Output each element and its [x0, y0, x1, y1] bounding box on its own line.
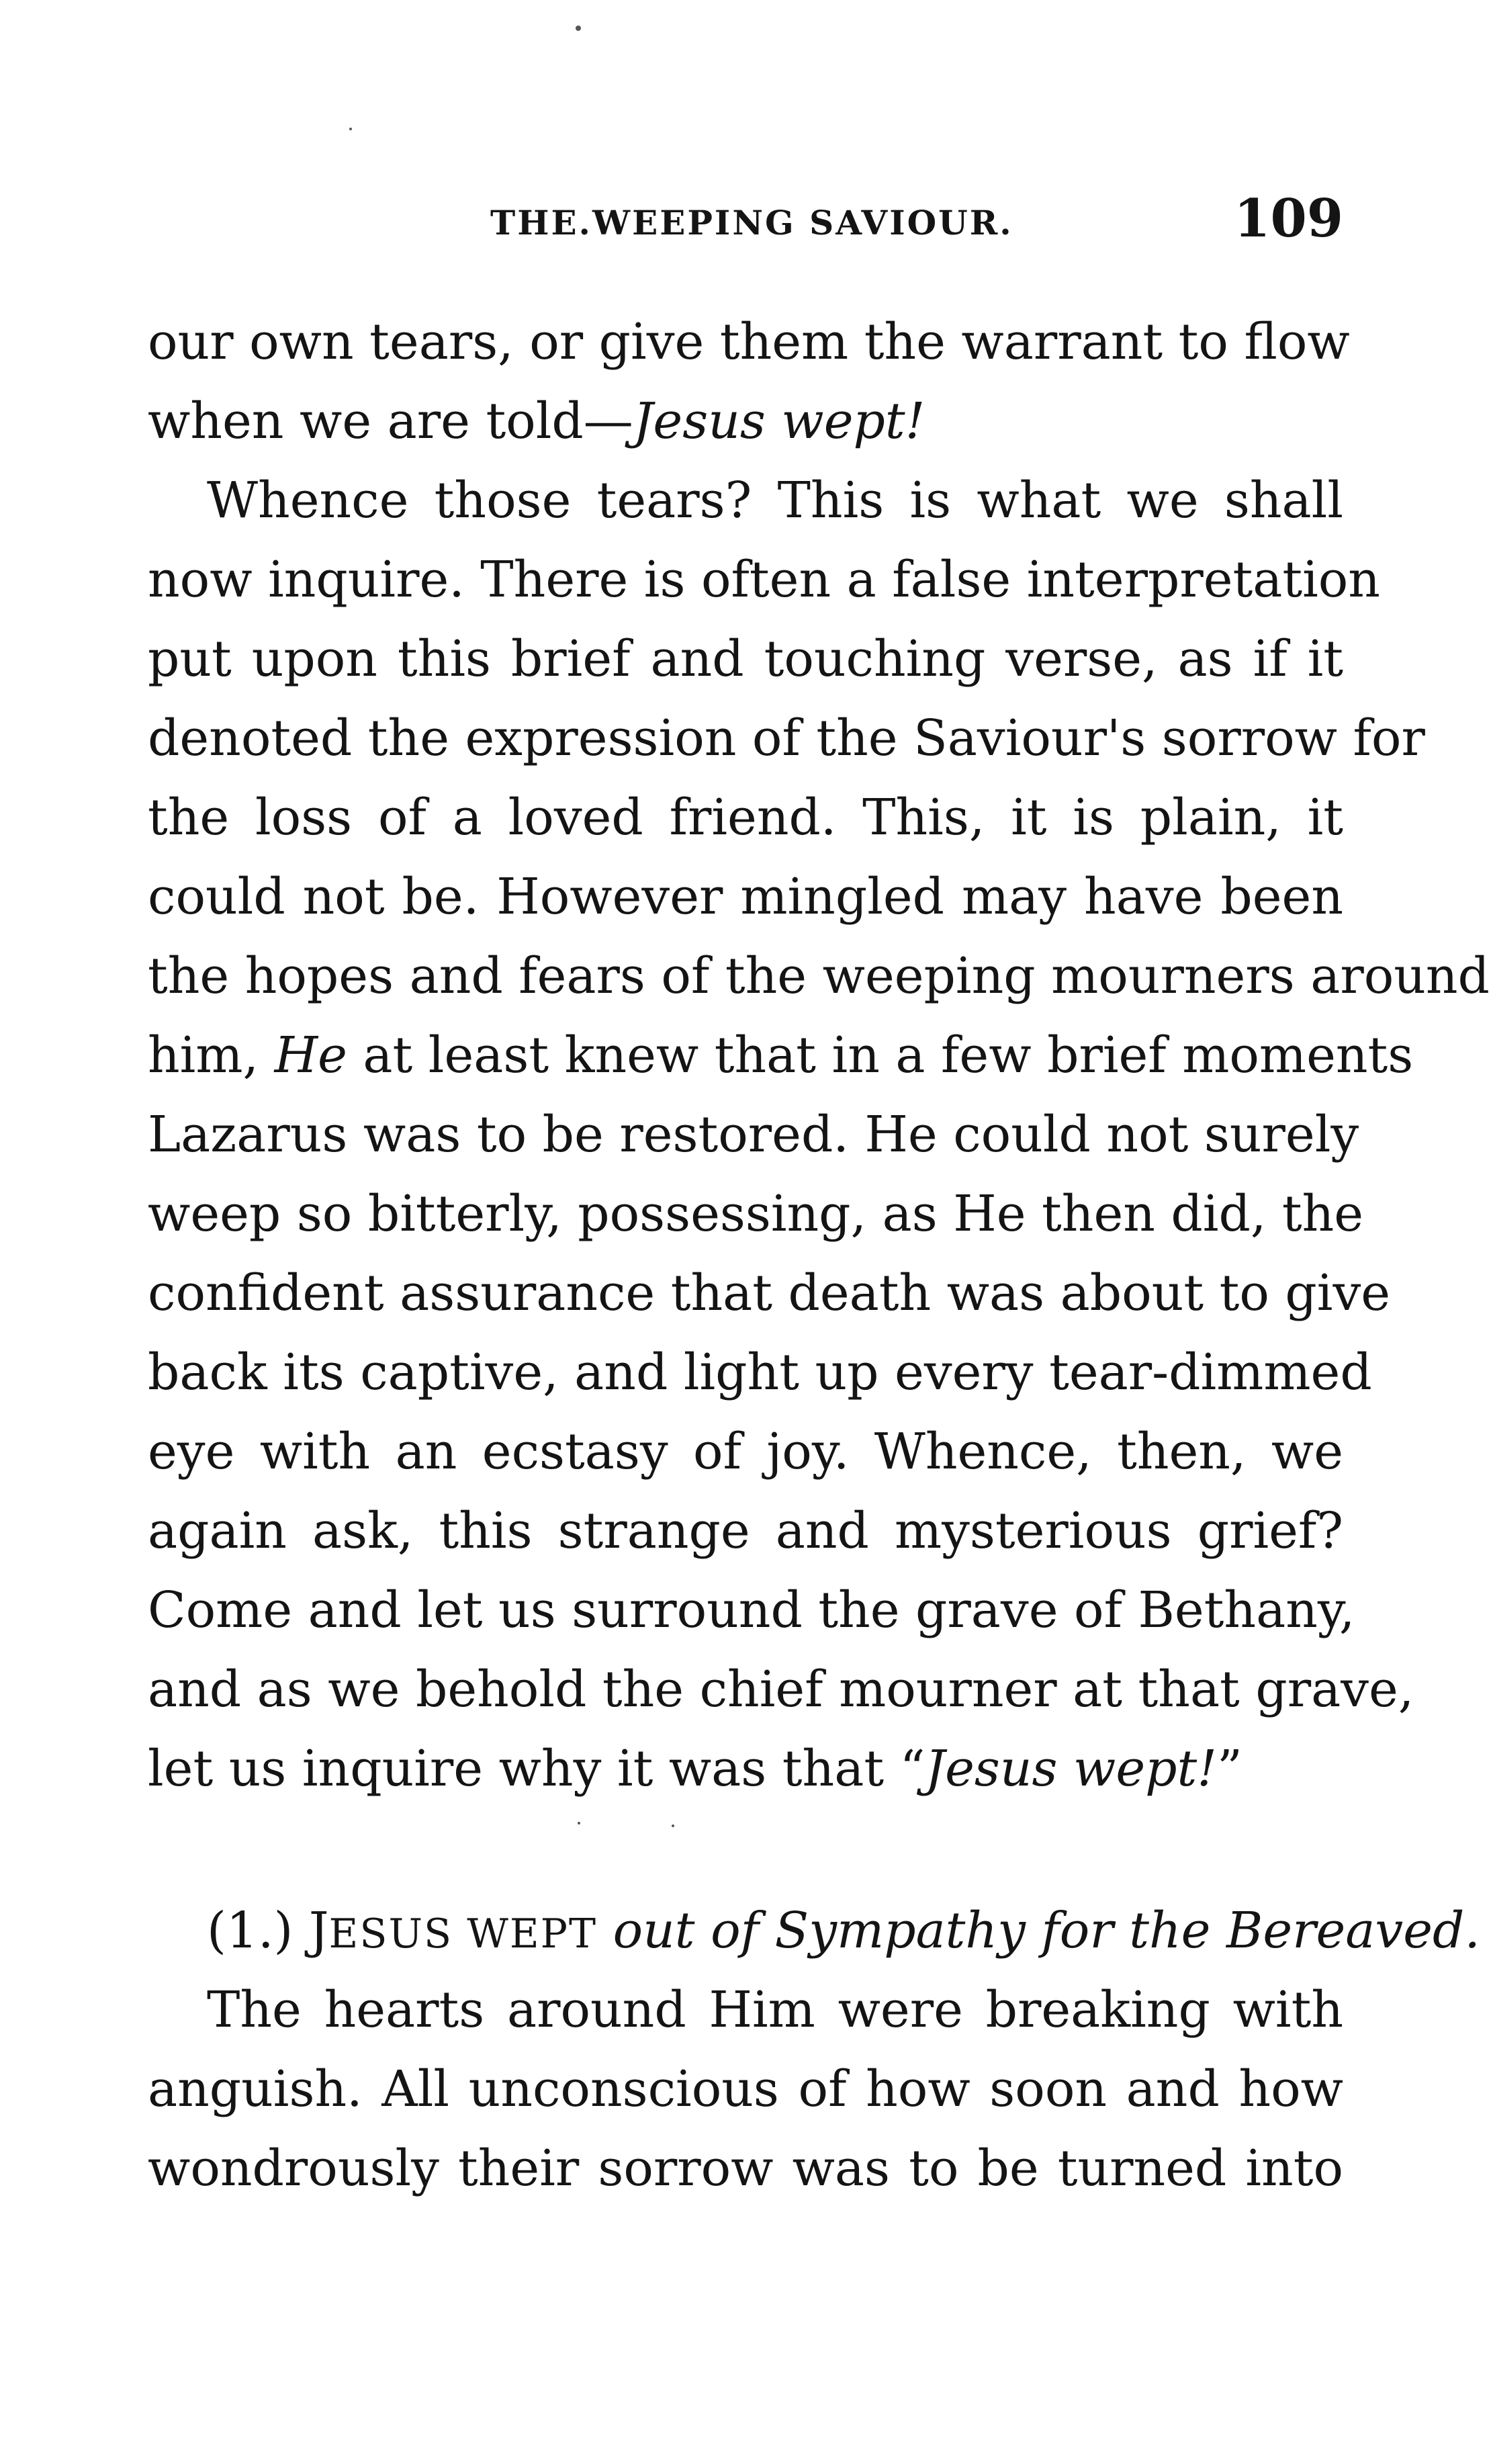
- print-speck: [672, 1824, 674, 1827]
- text-line: could not be. However mingled may have been: [148, 868, 1343, 926]
- text-line: when we are told—Jesus wept!: [148, 392, 925, 450]
- running-title: THE.WEEPING SAVIOUR.: [490, 203, 1013, 243]
- text-line: the loss of a loved friend. This, it is plain, it: [148, 789, 1343, 846]
- text-line: again ask, this strange and mysterious grief?: [148, 1502, 1343, 1560]
- italic-quote: Jesus wept!: [633, 392, 925, 450]
- text-line: weep so bitterly, possessing, as He then did, the: [148, 1185, 1364, 1243]
- print-speck: [578, 1822, 580, 1824]
- text-line: him, He at least knew that in a few brief moments: [148, 1026, 1414, 1084]
- text-line: anguish. All unconscious of how soon and how: [148, 2060, 1343, 2118]
- page-number: 109: [1234, 188, 1343, 249]
- body-text: [148, 302, 1490, 1808]
- print-speck: [576, 26, 581, 31]
- text-line: denoted the expression of the Saviour's sorrow for: [148, 709, 1425, 767]
- section-one: [148, 1891, 1480, 2208]
- section-number: (1.): [207, 1902, 293, 1960]
- text-line: our own tears, or give them the warrant to flow: [148, 313, 1350, 371]
- text-line: back its captive, and light up every tear-dimmed: [148, 1344, 1372, 1401]
- text-line: put upon this brief and touching verse, as if it: [148, 630, 1343, 688]
- italic-word: He: [274, 1026, 347, 1084]
- italic-quote: Jesus wept!: [925, 1740, 1217, 1798]
- text-line: now inquire. There is often a false interpretation: [148, 551, 1380, 609]
- text-line: Come and let us surround the grave of Bethany,: [148, 1581, 1355, 1639]
- paragraph-start-line: Whence those tears? This is what we shall: [207, 472, 1343, 529]
- text-line: let us inquire why it was that “Jesus wept!”: [148, 1740, 1242, 1798]
- paragraph-start-line: The hearts around Him were breaking with: [207, 1981, 1343, 2039]
- text-line: wondrously their sorrow was to be turned into: [148, 2140, 1343, 2197]
- text-line: confident assurance that death was about to give: [148, 1264, 1391, 1322]
- print-speck: [349, 128, 352, 130]
- page-header: [148, 188, 1343, 269]
- small-caps-title: ESUS WEPT: [328, 1910, 598, 1957]
- text-line: Lazarus was to be restored. He could not surely: [148, 1106, 1359, 1163]
- section-heading: (1.) JESUS WEPT out of Sympathy for the Bereaved.: [207, 1902, 1480, 1960]
- section-italic-title: out of Sympathy for the Bereaved.: [613, 1902, 1480, 1960]
- text-line: and as we behold the chief mourner at that grave,: [148, 1661, 1414, 1718]
- text-line: eye with an ecstasy of joy. Whence, then, we: [148, 1423, 1343, 1481]
- text-line: the hopes and fears of the weeping mourners around: [148, 947, 1490, 1005]
